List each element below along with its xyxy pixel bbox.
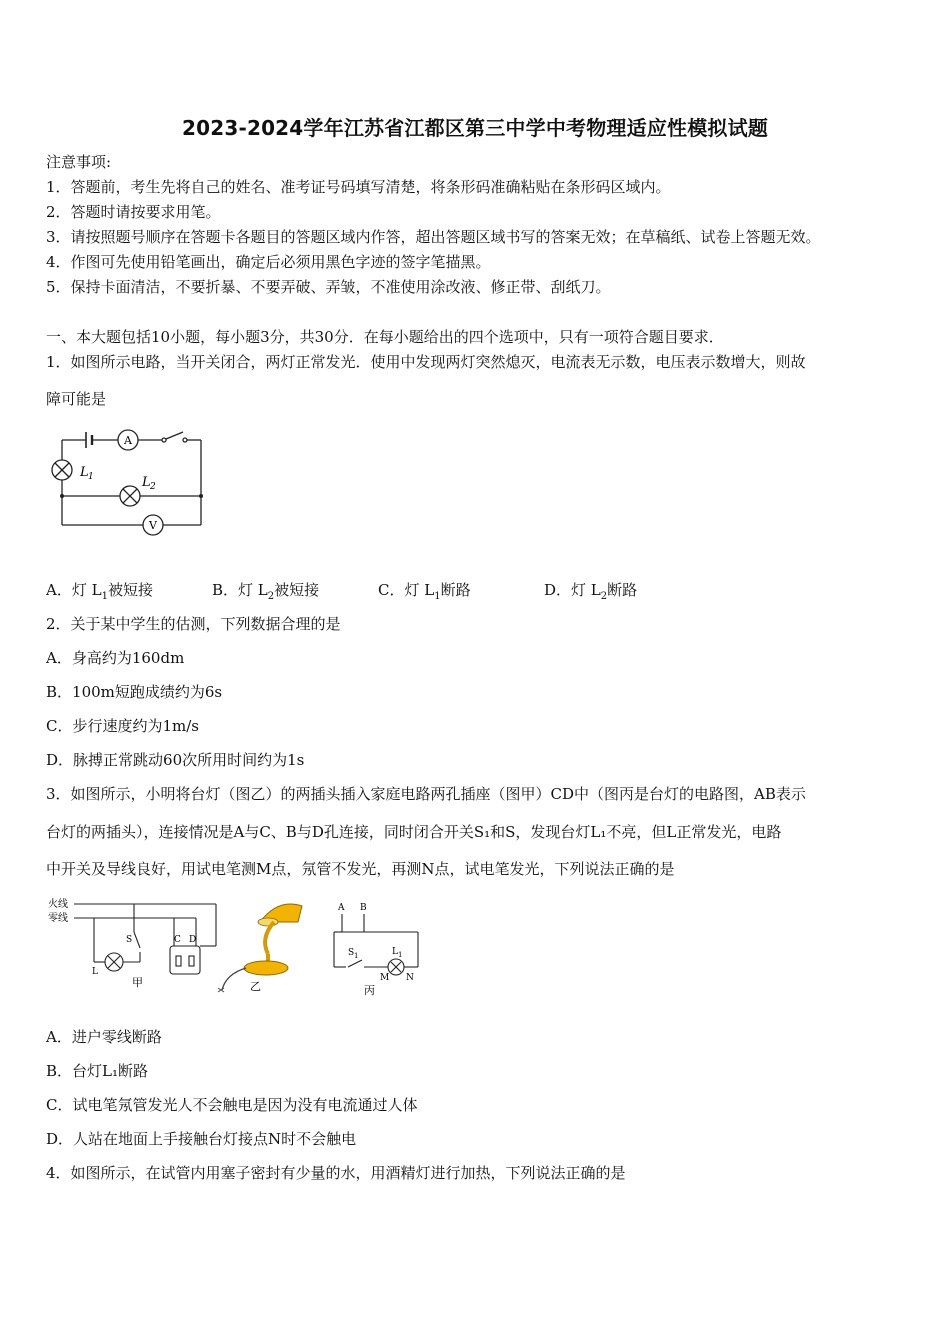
desk-lamp-icon — [218, 904, 302, 992]
notice-item: 1．答题前，考生先将自己的姓名、准考证号码填写清楚，将条形码准确粘贴在条形码区域内。 — [46, 178, 671, 196]
fig-jia-label: 甲 — [132, 976, 143, 989]
q1-option-c[interactable]: C．灯 $L_1$断路 — [378, 581, 471, 602]
junction-dot — [199, 494, 203, 498]
l2-label: L — [142, 475, 151, 490]
q1-options — [46, 580, 637, 607]
q1-option-a[interactable]: A．灯 $L_1$被短接 — [46, 581, 153, 602]
q2-option-c[interactable]: C．步行速度约为1m/s — [46, 717, 199, 735]
notice-item: 2．答题时请按要求用笔。 — [46, 203, 221, 221]
q3-option-d[interactable]: D．人站在地面上手接触台灯接点N时不会触电 — [46, 1130, 357, 1148]
q2-option-a[interactable]: A．身高约为160dm — [46, 649, 185, 667]
q2-option-b[interactable]: B．100m短跑成绩约为6s — [46, 683, 223, 701]
q3-stem-line2: 台灯的两插头），连接情况是A与C、B与D孔连接，同时闭合开关S₁和S，发现台灯L₁不亮，但L正常发光，电路 — [46, 823, 782, 841]
q4-stem: 4．如图所示，在试管内用塞子密封有少量的水，用酒精灯进行加热，下列说法正确的是 — [46, 1164, 626, 1182]
plug-b-label: B — [360, 903, 367, 913]
q2-option-d[interactable]: D．脉搏正常跳动60次所用时间约为1s — [46, 751, 305, 769]
switch-s1-sub: 1 — [354, 952, 359, 960]
socket-d-label: D — [189, 935, 197, 945]
notice-item: 5．保持卡面清洁，不要折暴、不要弄破、弄皱，不准使用涂改液、修正带、刮纸刀。 — [46, 278, 611, 296]
notice-item: 3．请按照题号顺序在答题卡各题目的答题区域内作答，超出答题区域书写的答案无效；在草稿纸、试卷上答题无效。 — [46, 228, 821, 246]
fig-yi-label: 乙 — [250, 980, 261, 993]
q3-figures — [46, 892, 436, 1004]
switch-s-label: S — [126, 935, 133, 945]
point-m-label: M — [380, 973, 390, 983]
point-n-label: N — [406, 973, 414, 983]
lamp-l1-label: L — [392, 947, 398, 957]
switch-s1-label: S — [348, 948, 355, 958]
q3-option-c[interactable]: C．试电笔氖管发光人不会触电是因为没有电流通过人体 — [46, 1096, 418, 1114]
junction-dot — [60, 494, 64, 498]
live-wire-label: 火线 — [48, 899, 68, 910]
voltmeter-label: V — [149, 519, 157, 532]
q1-circuit-figure — [46, 420, 216, 545]
socket-c-label: C — [174, 935, 181, 945]
fig-bing-label: 丙 — [364, 984, 375, 997]
q1-option-b[interactable]: B．灯 $L_2$被短接 — [212, 581, 320, 602]
l1-label: L — [80, 465, 89, 480]
section-heading: 一、本大题包括10小题，每小题3分，共30分．在每小题给出的四个选项中，只有一项符合题目要求． — [46, 328, 724, 346]
q2-stem: 2．关于某中学生的估测，下列数据合理的是 — [46, 615, 341, 633]
page-title: 2023-2024学年江苏省江都区第三中学中考物理适应性模拟试题 — [181, 116, 769, 140]
notice-item: 4．作图可先使用铅笔画出，确定后必须用黑色字迹的签字笔描黑。 — [46, 253, 491, 271]
plug-a-label: A — [338, 903, 345, 913]
q1-stem-line2: 障可能是 — [46, 390, 107, 408]
q1-stem-line1: 1．如图所示电路，当开关闭合，两灯正常发光．使用中发现两灯突然熄灭，电流表无示数，电压表示数增大，则故 — [46, 353, 806, 371]
q3-option-b[interactable]: B．台灯L₁断路 — [46, 1062, 148, 1080]
q3-option-a[interactable]: A．进户零线断路 — [46, 1028, 162, 1046]
notice-heading: 注意事项: — [46, 153, 112, 171]
neutral-wire-label: 零线 — [48, 913, 68, 924]
l1-label-sub: 1 — [88, 472, 94, 482]
q1-option-d[interactable]: D．灯 $L_2$断路 — [544, 581, 638, 602]
lamp-l1-sub: 1 — [398, 951, 403, 959]
ammeter-label: A — [124, 434, 132, 447]
l2-label-sub: 2 — [150, 482, 156, 492]
q3-stem-line3: 中开关及导线良好，用试电笔测M点，氖管不发光，再测N点，试电笔发光，下列说法正确的是 — [46, 860, 675, 878]
lamp-l-label: L — [92, 967, 98, 977]
q3-stem-line1: 3．如图所示，小明将台灯（图乙）的两插头插入家庭电路两孔插座（图甲）CD中（图丙是台灯的电路图，AB表示 — [46, 785, 806, 803]
